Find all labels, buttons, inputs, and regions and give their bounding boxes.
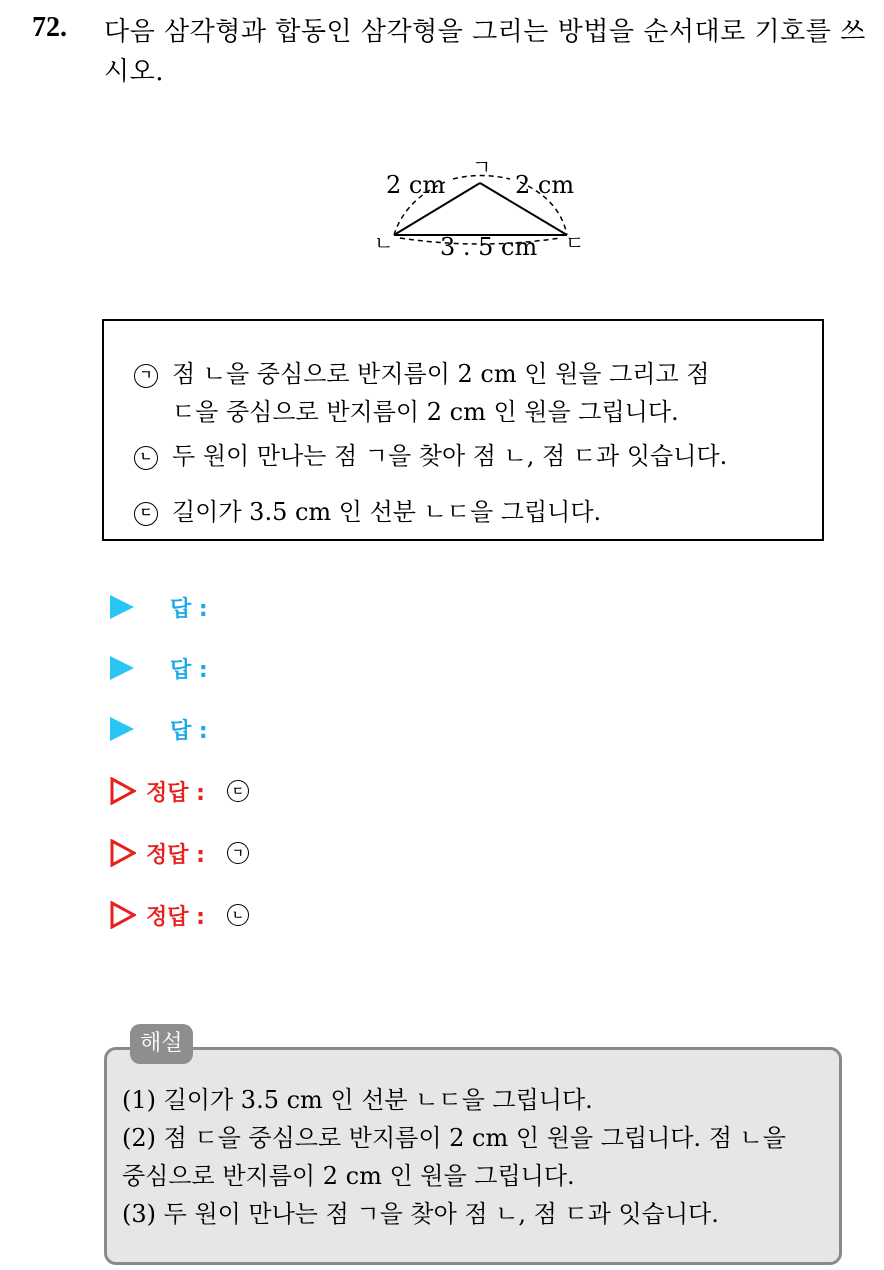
explanation-tag: 해설 bbox=[130, 1024, 193, 1064]
triangle-figure bbox=[360, 150, 600, 270]
answer-label: 답 : bbox=[170, 718, 208, 744]
explanation-line-3: 중심으로 반지름이 2 cm 인 원을 그립니다. bbox=[122, 1162, 575, 1190]
answer-arrow-icon bbox=[110, 717, 134, 741]
explanation-line-4: (3) 두 원이 만나는 점 ㄱ을 찾아 점 ㄴ, 점 ㄷ과 잇습니다. bbox=[122, 1200, 719, 1228]
answer-arrow-icon bbox=[110, 656, 134, 680]
choice-1-line-2: ㄷ을 중심으로 반지름이 2 cm 인 원을 그립니다. bbox=[172, 398, 679, 426]
answer-blank-3[interactable] bbox=[110, 714, 208, 744]
correct-arrow-icon bbox=[110, 901, 136, 929]
choice-2 bbox=[134, 437, 727, 475]
correct-label: 정답 : bbox=[146, 780, 205, 806]
vertex-top-label: ㄱ bbox=[472, 155, 492, 179]
vertex-right-label: ㄷ bbox=[565, 231, 585, 255]
choice-mark-1: ㄱ bbox=[134, 364, 158, 388]
correct-label: 정답 : bbox=[146, 904, 205, 930]
correct-arrow-icon bbox=[110, 777, 136, 805]
correct-value: ㄴ bbox=[227, 904, 249, 926]
choice-2-line-1: 두 원이 만나는 점 ㄱ을 찾아 점 ㄴ, 점 ㄷ과 잇습니다. bbox=[172, 442, 728, 470]
base-label: 3 . 5 cm bbox=[440, 233, 538, 261]
vertex-left-label: ㄴ bbox=[374, 231, 394, 255]
choice-1-line-1: 점 ㄴ을 중심으로 반지름이 2 cm 인 원을 그리고 점 bbox=[172, 360, 710, 388]
correct-answer-3 bbox=[110, 898, 249, 932]
question-number: 72. bbox=[32, 12, 67, 43]
choice-3-line-1: 길이가 3.5 cm 인 선분 ㄴㄷ을 그립니다. bbox=[172, 498, 602, 526]
correct-value: ㄱ bbox=[227, 842, 249, 864]
choice-mark-2: ㄴ bbox=[134, 446, 158, 470]
answer-arrow-icon bbox=[110, 595, 134, 619]
answer-label: 답 : bbox=[170, 596, 208, 622]
explanation-line-2: (2) 점 ㄷ을 중심으로 반지름이 2 cm 인 원을 그립니다. 점 ㄴ을 bbox=[122, 1124, 786, 1152]
answer-label: 답 : bbox=[170, 657, 208, 683]
choice-box bbox=[102, 319, 824, 541]
correct-arrow-icon bbox=[110, 839, 136, 867]
explanation-line-1: (1) 길이가 3.5 cm 인 선분 ㄴㄷ을 그립니다. bbox=[122, 1086, 593, 1114]
choice-mark-3: ㄷ bbox=[134, 502, 158, 526]
correct-value: ㄷ bbox=[227, 780, 249, 802]
left-side-label: 2 cm bbox=[386, 171, 446, 199]
choice-3 bbox=[134, 493, 601, 531]
correct-answer-2 bbox=[110, 836, 249, 870]
right-side-label: 2 cm bbox=[515, 171, 575, 199]
answer-blank-1[interactable] bbox=[110, 592, 208, 622]
answer-blank-2[interactable] bbox=[110, 653, 208, 683]
correct-answer-1 bbox=[110, 774, 249, 808]
explanation-box bbox=[104, 1047, 842, 1265]
question-text: 다음 삼각형과 합동인 삼각형을 그리는 방법을 순서대로 기호를 쓰시오. bbox=[104, 17, 866, 87]
correct-label: 정답 : bbox=[146, 842, 205, 868]
choice-1 bbox=[134, 355, 709, 393]
